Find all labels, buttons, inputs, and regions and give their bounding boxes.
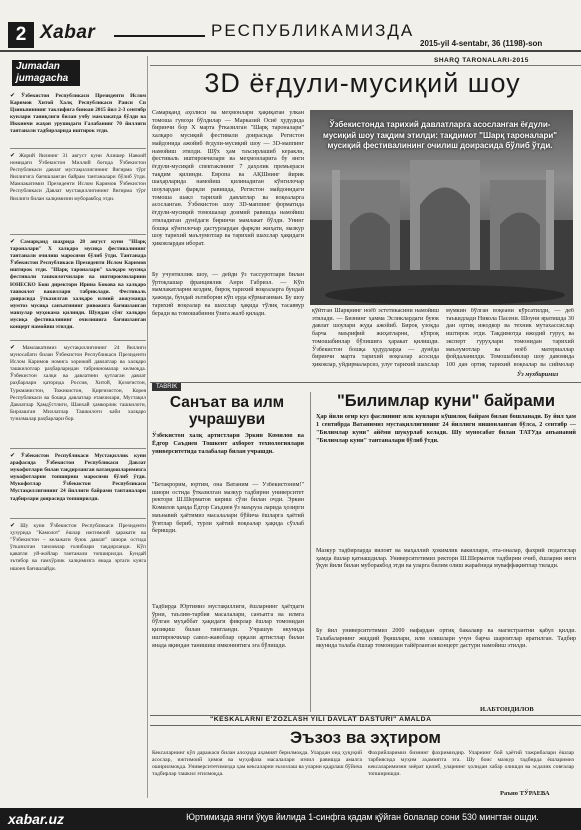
- left-article-lede: Ўзбекистон халқ артистлари Эркин Комилов ва Ёдгор Саъдиев Тошкент ахборот технологиялари университетида талабалар билан учрашди.: [152, 432, 304, 455]
- right-article-lede: Ҳар йили оғир куз фаслининг илк кунлари кўшилоқ байрам билан бошланади. Бу йил ҳам 1 сентябрда Ватанимиз мустақиллигининг 24 йиллиги нишонланган бўлса, 2 сентябр — "Билимлар куни" айёми шукурлаб келади. Шу муносабат билан ТАТУда анъанавий "Билимлар куни" тантаналари бўлиб ўтди.: [316, 413, 576, 444]
- right-article-signature: И.АБТОНДИЛОВ: [480, 706, 534, 713]
- feature-column-2: Бу учунтиллик шоу, — дейди ўз тассуротлари билан ўртоқлашар франциялик Анри Габриэл. — Кўп мамлакатларни кездим, бироқ тарихий воқеаларга бундай ҳажмда, бундай эътиборни кўп ерда кўрмаганман. Бу шоу тарихий воқеалар ва шахслар ҳақида тўлиқ тасаввур беради ва томошабинни ўзига жалб қилади.: [152, 272, 304, 317]
- left-article-headline: Санъат ва илм учрашуви: [169, 394, 285, 428]
- feature-column-4: мумкин бўлган воқеани кўрсатилди, — деб таъкидлади Никола Пасени. Шоуни яратишда 30 дан ортиқ ижодкор ва техник мутахассислар иштирок этди. Тақдимотда ижодий гуруҳ ва эксперт гуруҳлари томонидан тарихий маълумотлар ва ноёб материаллар фойдаланилди. Томошабинлар шоу давомида 100 дан ортиқ тарихий воқеалар ва сиймолар: [446, 308, 574, 368]
- sidebar-item: [10, 152, 146, 203]
- feature-signature: Ўз мухбиримиз: [517, 371, 559, 378]
- sidebar-badge-line1: Jumadan: [16, 61, 60, 72]
- sidebar-divider: [10, 234, 146, 235]
- bottom-article-body-1: Кексаларнинг кўп даражаси билан алоҳида аҳамият берилмоқда. Улардан оид ҳуқуқий асослар, ижтимоий ҳимоя ва муҳофаза масалалари изчил равишда амалга оширилмоқда. Университетимизда ҳам кексаларни эъзозлаш ва уларни қадрлаш бўйича тадбирлар ташкил этилмоқда.: [152, 750, 362, 777]
- sidebar-badge: [12, 60, 80, 86]
- sidebar-news-column: [8, 56, 148, 798]
- sidebar-item-text: Мамлакатимиз мустақиллигининг 24 йиллиги муносабати билан Ўзбекистон Республикаси Президенти Ислом Каримов номига хорижий давлатлар ва халқаро ташкилотлар раҳбарларидан табрикномалар келмоқда. Ўзбекистон халқи ва давлатини қутлаган давлат раҳбарлари қаторида Россия, Хитой, Қозоғистон, Туркманистон, Тожикистон, Қирғизистон, Корея Республикаси ва бошқа давлатлар етакчилари, Мустақил Давлатлар Ҳамдўстлиги, Шанхай ҳамкорлик ташкилоти, Бирлашган Миллатлар Ташкилоти каби халқаро тузилмалар раҳбарлари бор.: [10, 345, 146, 422]
- left-article-body-1: "Бетакрорим, юртим, она Ватаним — Ўзбекистоним!" шиори остида ўтказилган мазкур тадбирни университет ректори Ш.Шерматов кириш сўзи билан очди. Эркин Комилов ҳамда Ёдгор Саъдиев ўз маъруза ларида ҳозирги маънавий ҳаётимиз масалалари бўйича ёшларга ҳаётий ўгитлар бериб, турли ҳаётий воқеалар ҳақида сўзлаб беришди.: [152, 482, 304, 535]
- left-article-body-2: Тадбирда Юртимиз мустақиллиги, ёшларнинг ҳаётдаги ўрни, таълим-тарбия масалалари, санъатга ва илмга бўлган муҳаббат ҳақидаги фикрлар ёшлар томонидан қизиқиш билан тингланди. Учрашув якунида иштирокчилар савол-жавоблар орқали артистлар билан янада яқиндан танишиш имкониятига эга бўлишди.: [152, 604, 304, 649]
- paper-name: Xabar: [40, 22, 96, 43]
- sidebar-item: [10, 92, 146, 136]
- footer-text: Юртимизда янги ўқув йилида 1-синфга қадам қўйган болалар сони 530 мингтан ошди.: [186, 812, 539, 822]
- sidebar-item: [10, 344, 146, 423]
- sidebar-item-text: Самарқанд шаҳрида 28 август куни "Шарқ тароналари" Х халқаро мусиқа фестивалининг тантанали очилиш маросими бўлиб ўтди. Тантанада Ўзбекистон Республикаси Президенти Ислом Каримов иштирок этди. "Шарқ тароналари" халқаро мусиқа фестивали ташкилотчилари ва иштирокчиларини ЮНЕСКО Бош директори Ирина Бокова ва халқаро ташкилот вакиллари табриклади. Фестиваль доирасида ўтказилган халқаро илмий анжуманда мумтоз мусиқа санъатининг ривожига бағишланган мавзулар муҳокама қилинди. Шундан сўнг халқаро мусиқа фестивалининг очилишига бағишланган концерт намойиш этилди.: [10, 239, 146, 331]
- bottom-article-signature: Раъно ТЎРАЕВА: [500, 790, 550, 797]
- checkmark-icon: ✔: [10, 522, 16, 529]
- sidebar-item-text: Жорий йилнинг 31 август куни Алишер Навоий номидаги Ўзбекистон Миллий боғида Ўзбекистон Республикаси давлат мустақиллигининг йигирма тўрт йиллигига бағишланган байрам тантаналари бўлиб ўтди. Мамлакатимиз Президенти Ислом Каримов Ўзбекистон Республикаси Давлат мустақиллигининг йигирма тўрт йиллиги билан халқимизни муборакбод этди.: [10, 153, 146, 202]
- column-divider: [310, 392, 311, 712]
- sidebar-header: [8, 56, 148, 90]
- issue-info: 2015-yil 4-sentabr, 36 (1198)-son: [420, 39, 543, 48]
- section-title: РЕСПУБЛИКАМИЗДА: [205, 21, 420, 41]
- checkmark-icon: ✔: [10, 344, 16, 351]
- sidebar-item-text: Ўзбекистон Республикаси Мустақиллик куни арафасида Ўзбекистон Республикаси Давлат мукофотлари билан тақдирланган ватандошларимизга мукофотларни топшириш маросими бўлиб ўтди. Мукофотлар Ўзбекистон Республикаси Мустақиллигининг 24 йиллиги байрами тантаналари тадбирлари доирасида топширилди.: [10, 453, 146, 502]
- photo-caption: Ўзбекистонда тарихий давлатларга асосланган ёғдули-мусиқий шоу тақдим этилди: тақдимот "Шарқ тароналари" мусиқий фестивалининг очилиш доирасида бўлиб ўтди.: [322, 120, 558, 150]
- bottom-article-body-2: Фахрийларимиз бизнинг фахримиздир. Уларнинг бой ҳаётий тажрибалари ёшлар тарбиясида муҳим аҳамиятга эга. Шу боис мазкур тадбирда ёшларимиз кексаларимизни зиёрат қилиб, уларнинг ҳолидан хабар олишди ва эсдалик совғалар топширишди.: [368, 750, 574, 777]
- checkmark-icon: ✔: [10, 152, 16, 159]
- right-article-headline: "Билимлар куни" байрами: [336, 392, 556, 410]
- right-article-body-2: Бу йил университетимиз 2000 нафардан ортиқ бакалавр ва магистрантни қабул қилди. Талабаларнинг жиддий ўқишлари, илм олишлари учун барча шароитлар яратилган. Тадбир якунида талаба ёшлар томонидан тайёрланган концерт дастури намойиш этилди.: [316, 628, 576, 650]
- sidebar-divider: [10, 448, 146, 449]
- footer-site: xabar.uz: [8, 811, 65, 827]
- sidebar-item-text: Ўзбекистон Республикаси Президенти Ислом Каримов Хитой Халқ Республикаси Раиси Си Цзиньпиннинг таклифига биноан 2015 йил 2-3 сентябр кунлари таниқлиги билан учбу мамлакатда бўлди ва Иккинчи жаҳон урушидаги Ғалабанинг 70 йиллиги тантанали тадбирларида иштирок этди.: [10, 93, 146, 135]
- main-headline: 3D ёғдули-мусиқий шоу: [204, 68, 521, 98]
- sidebar-item: [10, 452, 146, 503]
- sidebar-divider: [10, 340, 146, 341]
- sidebar-divider: [10, 148, 146, 149]
- bottom-section-tag: "KESKALARNI E'ZOZLASH YILI DAVLAT DASTURI" AMALDA: [210, 716, 432, 723]
- sidebar-badge-line2: jumagacha: [16, 73, 69, 84]
- sidebar-item-text: Шу куни Ўзбекистон Республикаси Президенти ҳузурида "Камолот" ёшлар ижтимоий ҳаракати ва "Ўзбекистон – келажаги буюк давлат" шиори остида ўтказилган танловлар ғолиблари тақдирланди. Кўп қаватли уй-жойлар тантанали топширилди. Бундай эътибор ва ғамхўрлик халқимизга янада эртаги кунга ишонч бағишлайди.: [10, 523, 146, 572]
- section-divider: [150, 382, 581, 392]
- section-tag: SHARQ TARONALARI-2015: [434, 57, 529, 64]
- bottom-article-headline: Эъзоз ва эҳтиром: [290, 728, 441, 747]
- sidebar-item: [10, 522, 146, 573]
- checkmark-icon: ✔: [10, 452, 16, 459]
- tabrik-tag: TABRIK: [152, 383, 181, 391]
- page-number: 2: [8, 22, 34, 48]
- feature-column-1: Самарқанд аҳолиси ва меҳмонлари ҳақиқатан улкан томоша гувоҳи бўлдилар — Марказий Осиё ҳудудида биринчи бор Х марта ўтказилган "Шарқ тароналари" халқаро мусиқий фестивали доирасида Регистон майдонида ажойиб ёғдули-мусиқий шоу — 3D-маппинг намойиш этилди. Шўх ҳам таъсирлашиб керакли, фестиваль иштирокчилари ва меҳмонларига бу янги ёғдули-мусиқий спектаклнинг 7 даҳолик премьераси тақдим қилинди. Европа ва АҚШнинг йирик шаҳарларида намойиш қилинадиган кўнгилочар шоулардан фарқли равишда, Регистон майдонидаги томоша шакл тарихий давлатлар ва воқеаларга асосланган. Ўзбекистон шоу 3D-маппинг форматида ёғдули-мусиқий томошалар доимий равишда намойиш этиладиган дунёдаги биринчи мамлакат бўлди. Унинг бошқа кўнгилочар дастурлардан фарқли жиҳати, мазкур шоу тарихий маълумотлар ва тарихий шахслар ҳақидаги ҳикоялардан иборат.: [152, 110, 304, 247]
- right-article-body-1: Мазкур тадбирларда вилоят ва маҳаллий ҳокимлик вакиллари, ота-оналар, фахрий педагоглар ҳамда ёшлар қатнашдилар. Университетимиз ректори Ш.Шерматов тадбирни очиб, ёшларни янги ўқув йили билан муборакбод этди ва уларга билим олиш жараёнида муваффақиятлар тилади.: [316, 548, 576, 570]
- checkmark-icon: ✔: [10, 92, 16, 99]
- sidebar-item: [10, 238, 146, 331]
- checkmark-icon: ✔: [10, 238, 16, 245]
- feature-column-3: қўйтган Шарқнинг ноёб эстетикасини намойиш этилади. — Бизнинг ҳамма Эсликлардаги буюк давлат шоулари жуда ажойиб. Бироқ узоқда барча маърифий жиҳатларни, кўпроқ томошабинлар бўлишига ҳаракат қилишди. Ўзбекистон бошқа ҳудудларда — дунёда биринчи марта тарихий воқеалар асосида ҳикоялар, уйдирмаларсиз, улуғ тарихий шахслар: [312, 308, 439, 368]
- feature-photo: [310, 110, 573, 305]
- sidebar-divider: [10, 518, 146, 519]
